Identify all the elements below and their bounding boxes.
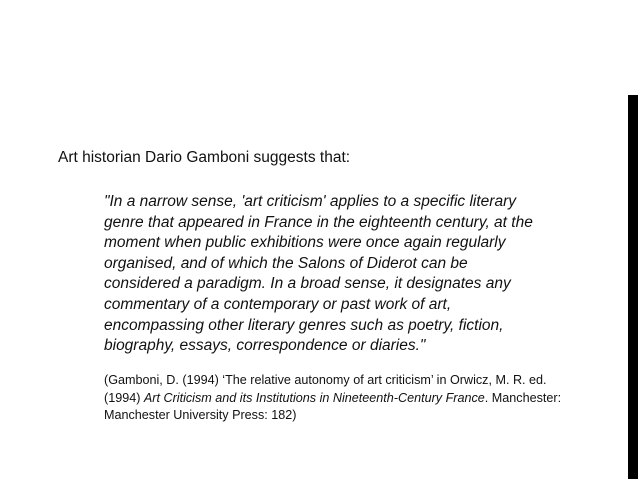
quote-line: biography, essays, correspondence or diaries." (104, 337, 426, 355)
quote-line: moment when public exhibitions were once again regularly (104, 234, 506, 252)
quote-line: organised, and of which the Salons of Diderot can be (104, 254, 468, 272)
gamboni-quote (104, 192, 574, 357)
quote-line: encompassing other literary genres such as poetry, fiction, (104, 316, 504, 334)
citation-line-3: Manchester University Press: 182) (104, 408, 297, 422)
quote-line: genre that appeared in France in the eighteenth century, at the (104, 213, 533, 231)
citation-line-2-suffix: . Manchester: (484, 390, 562, 405)
citation (104, 372, 604, 425)
citation-line-2 (104, 390, 604, 408)
citation-book-title: Art Criticism and its Institutions in Nineteenth-Century France (143, 390, 485, 405)
quote-line: considered a paradigm. In a broad sense, it designates any (104, 275, 511, 293)
citation-line-2-prefix: (1994) (104, 390, 144, 405)
citation-line-1: (Gamboni, D. (1994) ‘The relative autonomy of art criticism’ in Orwicz, M. R. ed. (104, 373, 547, 387)
slide-side-bar (628, 95, 638, 479)
quote-line: commentary of a contemporary or past work of art, (104, 295, 452, 313)
quote-line: "In a narrow sense, 'art criticism' applies to a specific literary (104, 193, 516, 210)
intro-text: Art historian Dario Gamboni suggests that: (58, 149, 351, 166)
